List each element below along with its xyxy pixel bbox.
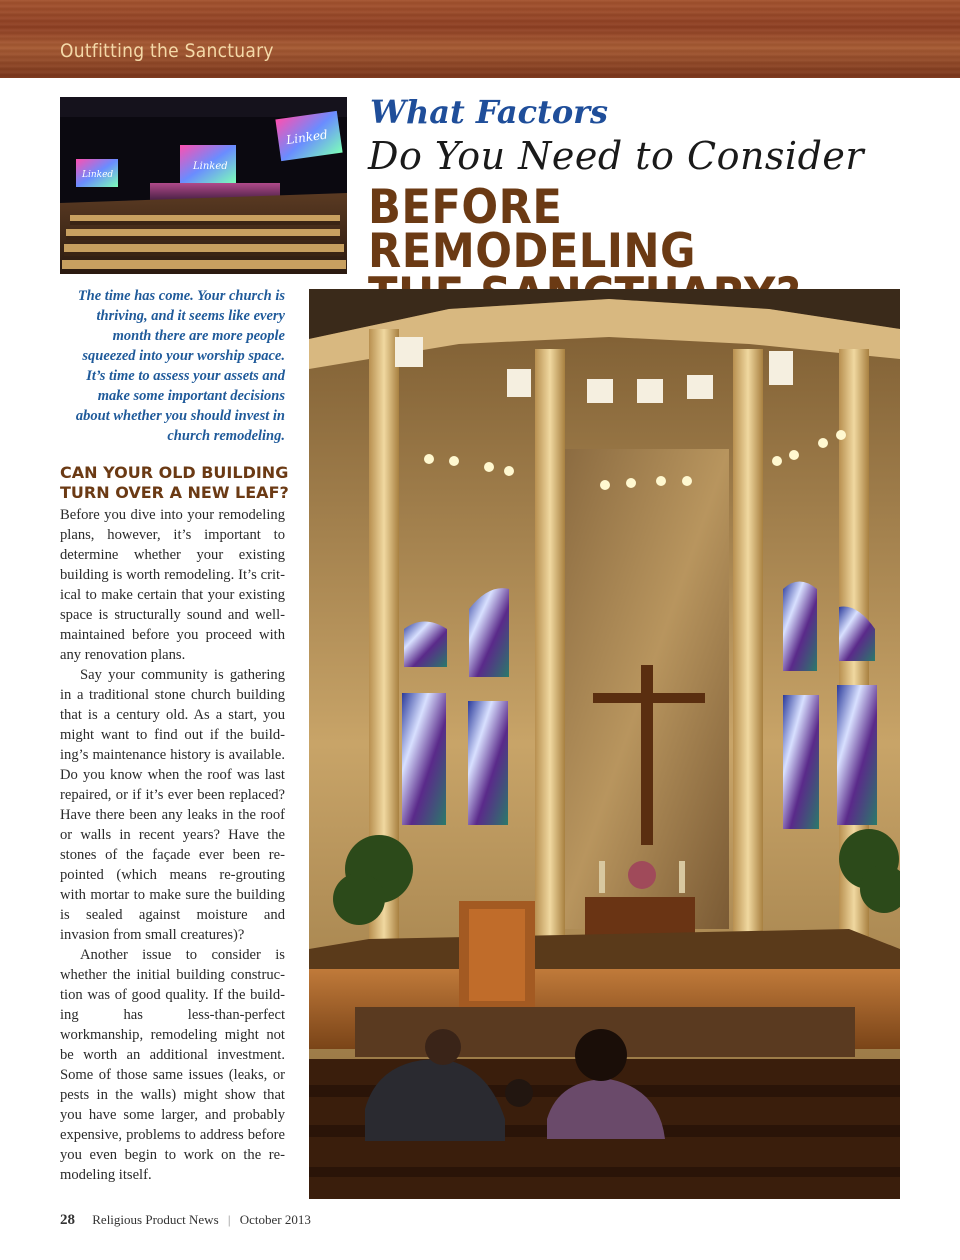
article-intro: The time has come. Your church is thriving, and it seems like every month there are more people squeezed into your worship space. It’s time to assess your assets and make some important decisions about whether you should invest in church remodeling. xyxy=(75,288,285,444)
issue-date: October 2013 xyxy=(239,1212,311,1227)
section-heading: CAN YOUR OLD BUILDING TURN OVER A NEW LEAF? xyxy=(60,463,289,502)
body-paragraph: Before you dive into your remodeling plans, however, it’s important to determine whether your existing building is worth remodeling. It’s critical to make certain that your existing space is structurally sound and well-maintained before you proceed with any renovation plans. xyxy=(60,507,285,663)
page-footer xyxy=(60,1212,311,1229)
body-paragraph: Say your community is gathering in a traditional stone church building that is a century old. As a start, you might want to find out if the building’s maintenance history is available. Do you know when the roof was last repaired, or if it’s ever been replaced? Have there been any leaks in the roof or walls in recent years? Have the stones of the façade ever been repointed (which means re-grouting with mortar to make sure the building is sealed against moisture and invasion from small creatures)? xyxy=(60,667,285,943)
footer-separator: | xyxy=(227,1212,231,1227)
svg-text:Linked: Linked xyxy=(285,127,329,148)
article-body xyxy=(60,505,285,1185)
article-title xyxy=(368,92,938,318)
publication-name: Religious Product News xyxy=(92,1212,219,1227)
auditorium-photo xyxy=(60,97,347,274)
svg-text:Linked: Linked xyxy=(82,170,114,180)
section-title: Outfitting the Sanctuary xyxy=(60,40,274,62)
title-line-1: What Factors xyxy=(370,93,609,131)
page-number: 28 xyxy=(60,1212,75,1228)
sanctuary-photo xyxy=(309,289,900,1199)
svg-text:Linked: Linked xyxy=(193,161,228,172)
section-banner xyxy=(0,0,960,78)
title-line-2: Do You Need to Consider xyxy=(368,134,865,178)
title-line-3a: BEFORE REMODELING xyxy=(368,180,696,279)
body-paragraph: Another issue to consider is whether the initial building construction was of good quality. If the building has less-than-perfect workmanship, remodeling might not be worth an additional investment. Some of those same issues (leaks, or pests in the walls) might show that you have some larger, and probably expensive, problems to address before you even begin to work on the remodeling itself. xyxy=(60,947,285,1183)
